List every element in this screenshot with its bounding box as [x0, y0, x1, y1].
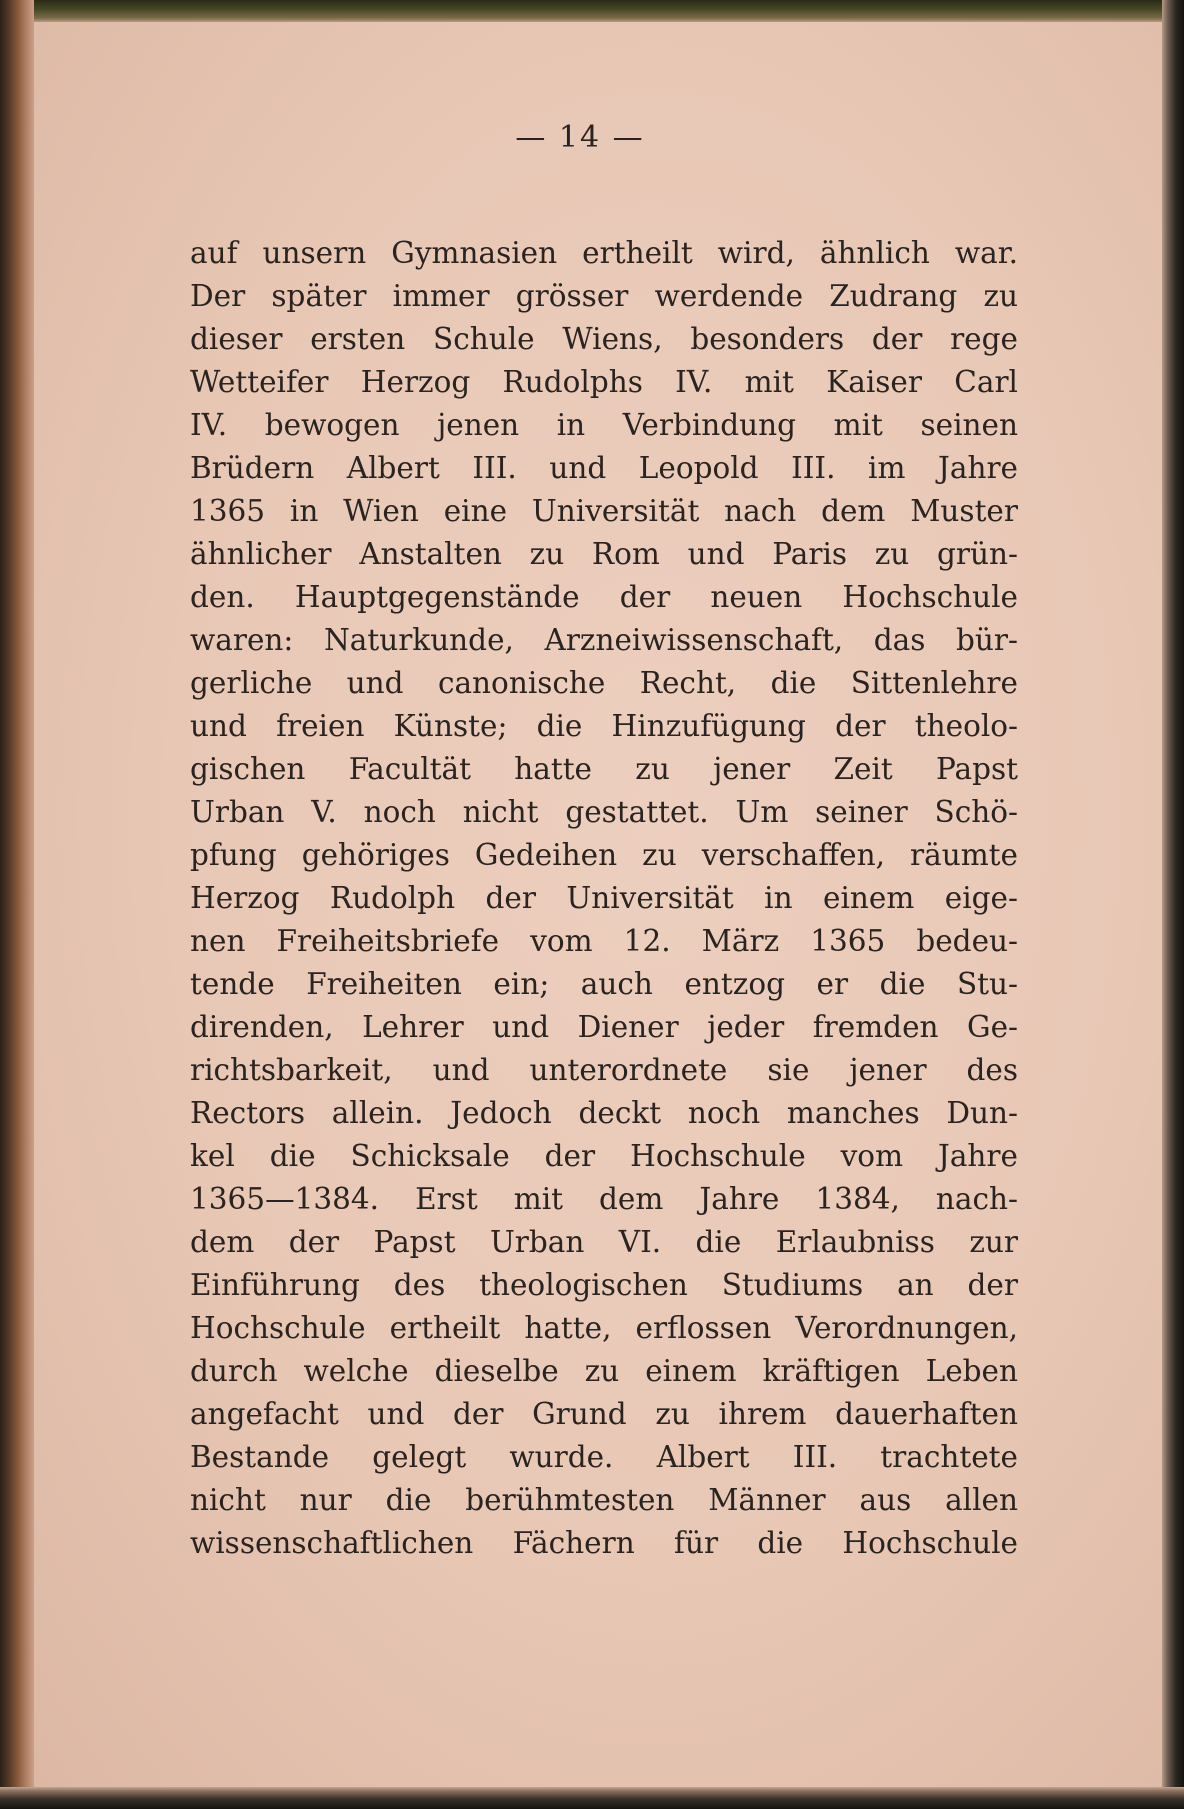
text-line: Wetteifer Herzog Rudolphs IV. mit Kaiser Carl — [190, 365, 1018, 399]
text-line: gerliche und canonische Recht, die Sittenlehre — [190, 666, 1018, 700]
text-line: ähnlicher Anstalten zu Rom und Paris zu grün- — [190, 537, 1018, 571]
text-line: auf unsern Gymnasien ertheilt wird, ähnlich war. — [190, 236, 1018, 270]
book-top-edge — [0, 0, 1184, 22]
text-line: direnden, Lehrer und Diener jeder fremden Ge- — [190, 1010, 1018, 1044]
text-line: tende Freiheiten ein; auch entzog er die Stu- — [190, 967, 1018, 1001]
text-line: Rectors allein. Jedoch deckt noch manches Dun- — [190, 1096, 1018, 1130]
text-line: Hochschule ertheilt hatte, erflossen Verordnungen, — [190, 1311, 1018, 1345]
text-line: wissenschaftlichen Fächern für die Hochschule — [190, 1526, 1018, 1560]
text-line: durch welche dieselbe zu einem kräftigen Leben — [190, 1354, 1018, 1388]
text-line: dem der Papst Urban VI. die Erlaubniss zur — [190, 1225, 1018, 1259]
page-number: — 14 — — [515, 120, 645, 155]
text-line: Der später immer grösser werdende Zudrang zu — [190, 279, 1018, 313]
text-line: 1365—1384. Erst mit dem Jahre 1384, nach- — [190, 1182, 1018, 1216]
text-line: IV. bewogen jenen in Verbindung mit seinen — [190, 408, 1018, 442]
text-line: richtsbarkeit, und unterordnete sie jener des — [190, 1053, 1018, 1087]
text-line: Einführung des theologischen Studiums an der — [190, 1268, 1018, 1302]
text-line: 1365 in Wien eine Universität nach dem Muster — [190, 494, 1018, 528]
text-line: pfung gehöriges Gedeihen zu verschaffen, räumte — [190, 838, 1018, 872]
book-spine-edge — [0, 0, 34, 1809]
page-text-body — [190, 232, 1018, 1565]
text-line: dieser ersten Schule Wiens, besonders der rege — [190, 322, 1018, 356]
text-line: kel die Schicksale der Hochschule vom Jahre — [190, 1139, 1018, 1173]
book-right-edge — [1162, 0, 1184, 1809]
text-line: angefacht und der Grund zu ihrem dauerhaften — [190, 1397, 1018, 1431]
text-line: waren: Naturkunde, Arzneiwissenschaft, das bür- — [190, 623, 1018, 657]
text-line: nicht nur die berühmtesten Männer aus allen — [190, 1483, 1018, 1517]
text-line: Brüdern Albert III. und Leopold III. im Jahre — [190, 451, 1018, 485]
text-line: Herzog Rudolph der Universität in einem eige- — [190, 881, 1018, 915]
book-bottom-edge — [0, 1787, 1184, 1809]
text-line: gischen Facultät hatte zu jener Zeit Papst — [190, 752, 1018, 786]
text-line: Urban V. noch nicht gestattet. Um seiner Schö- — [190, 795, 1018, 829]
text-line: Bestande gelegt wurde. Albert III. trachtete — [190, 1440, 1018, 1474]
text-line: und freien Künste; die Hinzufügung der theolo- — [190, 709, 1018, 743]
text-line: den. Hauptgegenstände der neuen Hochschule — [190, 580, 1018, 614]
text-line: nen Freiheitsbriefe vom 12. März 1365 bedeu- — [190, 924, 1018, 958]
